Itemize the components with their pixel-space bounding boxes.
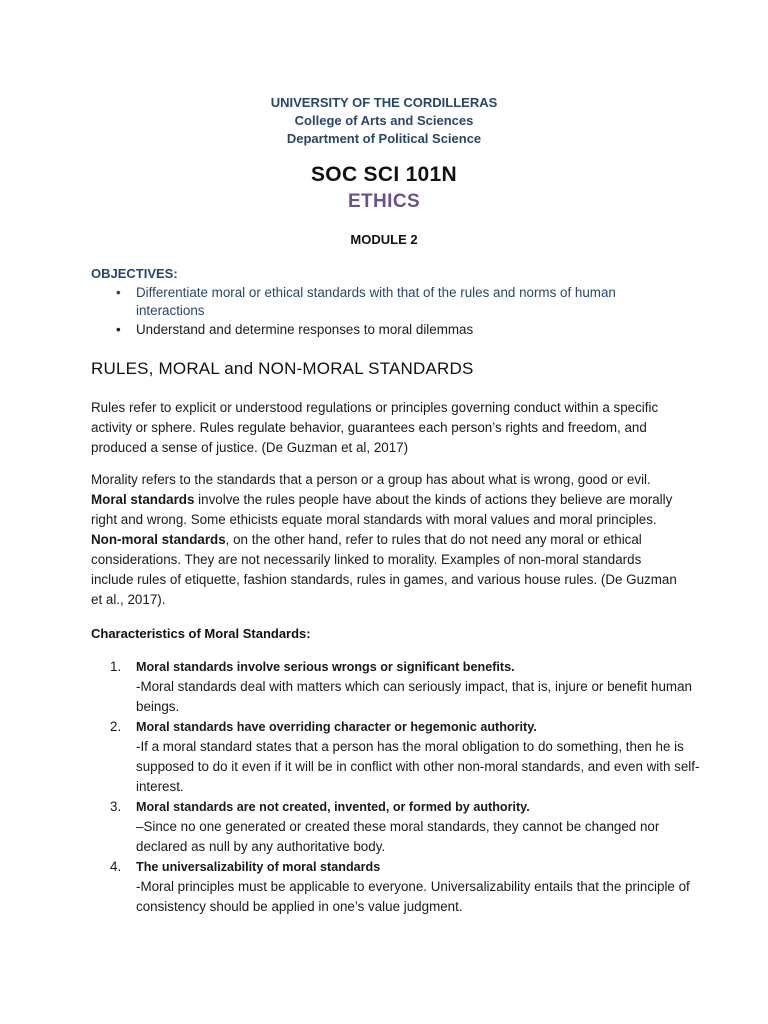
moral-standards-term: Moral standards [91,492,195,507]
item-heading: Moral standards involve serious wrongs or significant benefits. [136,660,515,674]
college-name: College of Arts and Sciences [294,113,474,128]
item-number: 3. [110,799,122,814]
item-number: 2. [110,719,122,734]
course-name: ETHICS [347,191,421,212]
characteristic-item [110,797,705,857]
item-number: 1. [110,659,122,674]
characteristics-list [110,657,705,917]
item-description: –Since no one generated or created these moral standards, they cannot be changed nor declared as null by any authoritative body. [136,819,660,854]
non-moral-standards-term: Non-moral standards [91,532,226,547]
item-description: -If a moral standard states that a person has the moral obligation to do something, then he is supposed to do it even if it will be in conflict with other non-moral standards, and even with self-interest. [136,739,700,794]
morality-paragraph [91,470,679,610]
module-label: MODULE 2 [350,232,418,247]
objective-text: Understand and determine responses to moral dilemmas [136,322,474,337]
department-name: Department of Political Science [286,131,482,146]
paragraph-text: Morality refers to the standards that a person or a group has about what is wrong, good or evil. [91,472,651,487]
item-description: -Moral standards deal with matters which can seriously impact, that is, injure or benefit human beings. [136,679,692,714]
objective-item [116,321,656,339]
university-name: UNIVERSITY OF THE CORDILLERAS [270,95,498,110]
characteristic-item [110,717,705,797]
item-heading: The universalizability of moral standards [136,860,381,874]
bullet-icon: • [116,322,121,337]
item-heading: Moral standards are not created, invented, or formed by authority. [136,800,530,814]
objectives-label: OBJECTIVES: [91,266,178,281]
item-number: 4. [110,859,122,874]
course-code: SOC SCI 101N [311,163,457,186]
paragraph-text: involve the rules people have about the kinds of actions they believe are morally right and wrong. Some ethicists equate moral standards with moral values and moral principles. [91,492,673,527]
rules-paragraph: Rules refer to explicit or understood regulations or principles governing conduct within a specific activity or sphere. Rules regulate behavior, guarantees each person’s rights and freedom, and produced a sense of justice. (De Guzman et al, 2017) [91,400,659,455]
objectives-list [116,284,656,341]
objective-text: Differentiate moral or ethical standards with that of the rules and norms of human interactions [136,285,616,318]
institution-header [0,94,768,148]
characteristic-item [110,657,705,717]
characteristics-title: Characteristics of Moral Standards: [91,626,311,641]
section-title: RULES, MORAL and NON-MORAL STANDARDS [91,359,474,378]
objective-item [116,284,656,319]
characteristic-item [110,857,705,917]
paragraph-text: , on the other hand, refer to rules that do not need any moral or ethical considerations. They are not necessarily linked to morality. Examples of non-moral standards include rules of etiquette, fashion standards, rules in games, and various house rules. (De Guzman et al., 2017). [91,532,677,607]
item-description: -Moral principles must be applicable to everyone. Universalizability entails that the principle of consistency should be applied in one’s value judgment. [136,879,690,914]
item-heading: Moral standards have overriding character or hegemonic authority. [136,720,537,734]
bullet-icon: • [116,285,121,300]
